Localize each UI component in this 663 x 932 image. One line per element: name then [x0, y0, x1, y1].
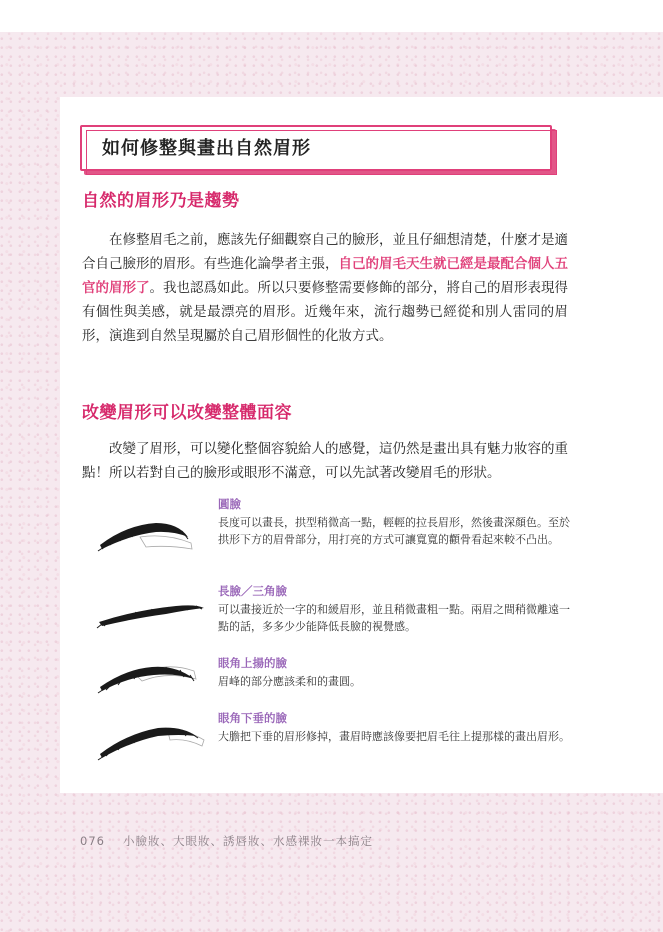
- section-heading-text: 改變眉形可以改變整體面容: [82, 403, 292, 423]
- section2-paragraph: 改變了眉形，可以變化整個容貌給人的感覺，這仍然是畫出具有魅力妝容的重點！所以若對自己的臉形或眼形不滿意，可以先試著改變眉毛的形狀。: [82, 441, 568, 481]
- section-heading-natural-brow: [82, 186, 240, 211]
- eyebrow-round-face-illustration: [96, 515, 214, 559]
- eyebrow-upturned-eye-illustration: [96, 657, 214, 701]
- face-type-name: 圓臉: [218, 497, 241, 511]
- section-heading-text: 自然的眉形乃是趨勢: [82, 191, 240, 211]
- face-type-name: 眼角上揚的臉: [218, 656, 287, 670]
- face-type-downturned-eye: [218, 710, 578, 745]
- face-type-round: [218, 496, 578, 548]
- face-type-desc: 眉峰的部分應該柔和的畫圓。: [218, 675, 361, 688]
- page-title: 如何修整與畫出自然眉形: [102, 138, 311, 159]
- top-band: [0, 0, 663, 32]
- face-type-long-triangle: [218, 583, 578, 635]
- title-box: [80, 125, 552, 171]
- highlighted-text: 自己的眉毛天生就已經是最配合個人五官的眉形了: [82, 256, 568, 296]
- face-type-desc: 可以畫接近於一字的和緩眉形，並且稍微畫粗一點。兩眉之間稍微離遠一點的話，多多少少能降低長臉的視覺感。: [218, 603, 570, 633]
- section-heading-change-brow: [82, 398, 292, 423]
- face-type-upturned-eye: [218, 655, 578, 690]
- face-type-name: 長臉／三角臉: [218, 584, 287, 598]
- paragraph-text: 在修整眉毛之前，應該先仔細觀察自己的臉形，並且仔細想清楚，什麼才是適合自己臉形的眉形。有些進化論學者主張，: [82, 232, 568, 272]
- book-title: 小臉妝、大眼妝、誘唇妝、水感裸妝一本搞定: [122, 834, 373, 848]
- eyebrow-downturned-eye-illustration: [96, 718, 214, 762]
- face-type-desc: 大膽把下垂的眉形修掉，畫眉時應該像要把眉毛往上提那樣的畫出眉形。: [218, 730, 570, 743]
- face-type-name: 眼角下垂的臉: [218, 711, 287, 725]
- paragraph-text: 。我也認爲如此。所以只要修整需要修飾的部分，將自己的眉形表現得有個性與美感，就是最漂亮的眉形。近幾年來，流行趨勢已經從和別人雷同的眉形，演進到自然呈現屬於自己眉形個性的化妝方式。: [82, 280, 568, 344]
- page-footer: [80, 833, 373, 849]
- section1-paragraph: [82, 228, 568, 348]
- eyebrow-long-face-illustration: [96, 590, 214, 634]
- page-number: 076: [80, 834, 105, 848]
- face-type-desc: 長度可以畫長，拱型稍微高一點，輕輕的拉長眉形，然後畫深顏色。至於拱形下方的眉骨部分，用打亮的方式可讓寬寬的顴骨看起來較不凸出。: [218, 516, 570, 546]
